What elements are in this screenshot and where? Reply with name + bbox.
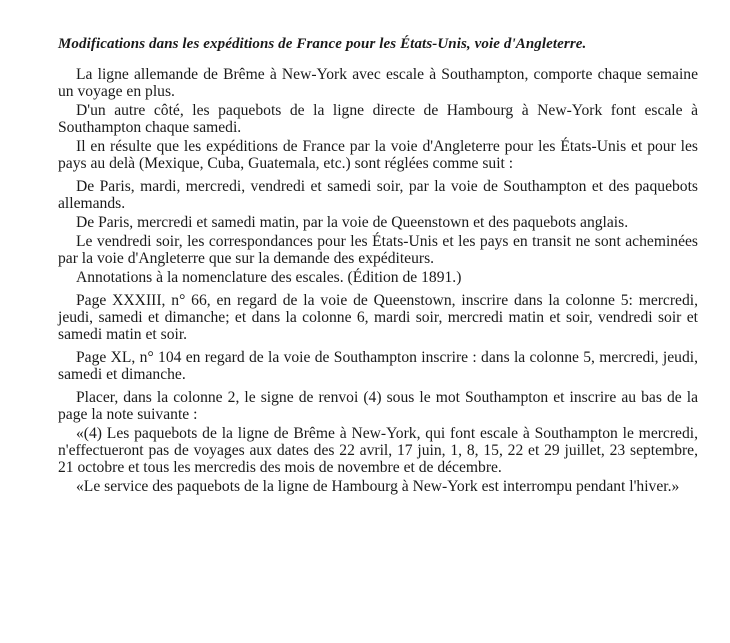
paragraph-friday-evening: Le vendredi soir, les correspondances pour les États-Unis et les pays en transit ne sont acheminées par la voie d'Angleterre que sur la demande des expéditeurs.	[58, 233, 698, 267]
paragraph-annotations: Annotations à la nomenclature des escales. (Édition de 1891.)	[76, 269, 462, 286]
paragraph-result: Il en résulte que les expéditions de France par la voie d'Angleterre pour les États-Unis et pour les pays au delà (Mexique, Cuba, Guatemala, etc.) sont réglées comme suit :	[58, 138, 698, 172]
paragraph-note-4: «(4) Les paquebots de la ligne de Brême à New-York, qui font escale à Southampton le mercredi, n'effectueront pas de voyages aux dates des 22 avril, 17 juin, 1, 8, 15, 22 et 29 juillet, 23 septembre, 21 octobre et tous les mercredis des mois de novembre et de décembre.	[58, 425, 698, 476]
document-title: Modifications dans les expéditions de France pour les États-Unis, voie d'Angleterre.	[58, 36, 587, 52]
paragraph-paris-southampton: De Paris, mardi, mercredi, vendredi et samedi soir, par la voie de Southampton et des paquebots allemands.	[58, 178, 698, 212]
paragraph-bremen-line: La ligne allemande de Brême à New-York avec escale à Southampton, comporte chaque semaine un voyage en plus.	[58, 66, 698, 100]
paragraph-hamburg-winter: «Le service des paquebots de la ligne de Hambourg à New-York est interrompu pendant l'hiver.»	[76, 478, 680, 495]
paragraph-placer: Placer, dans la colonne 2, le signe de renvoi (4) sous le mot Southampton et inscrire au bas de la page la note suivante :	[58, 389, 698, 423]
paragraph-paris-queenstown: De Paris, mercredi et samedi matin, par la voie de Queenstown et des paquebots anglais.	[76, 214, 629, 231]
paragraph-hamburg-line: D'un autre côté, les paquebots de la ligne directe de Hambourg à New-York font escale à Southampton chaque samedi.	[58, 102, 698, 136]
document-page	[58, 34, 698, 497]
paragraph-page-xxxiii: Page XXXIII, n° 66, en regard de la voie de Queenstown, inscrire dans la colonne 5: mercredi, jeudi, samedi et dimanche; et dans la colonne 6, mardi soir, mercredi matin et soir, vendredi soir et samedi matin et soir.	[58, 292, 698, 343]
paragraph-page-xl: Page XL, n° 104 en regard de la voie de Southampton inscrire : dans la colonne 5, mercredi, jeudi, samedi et dimanche.	[58, 349, 698, 383]
